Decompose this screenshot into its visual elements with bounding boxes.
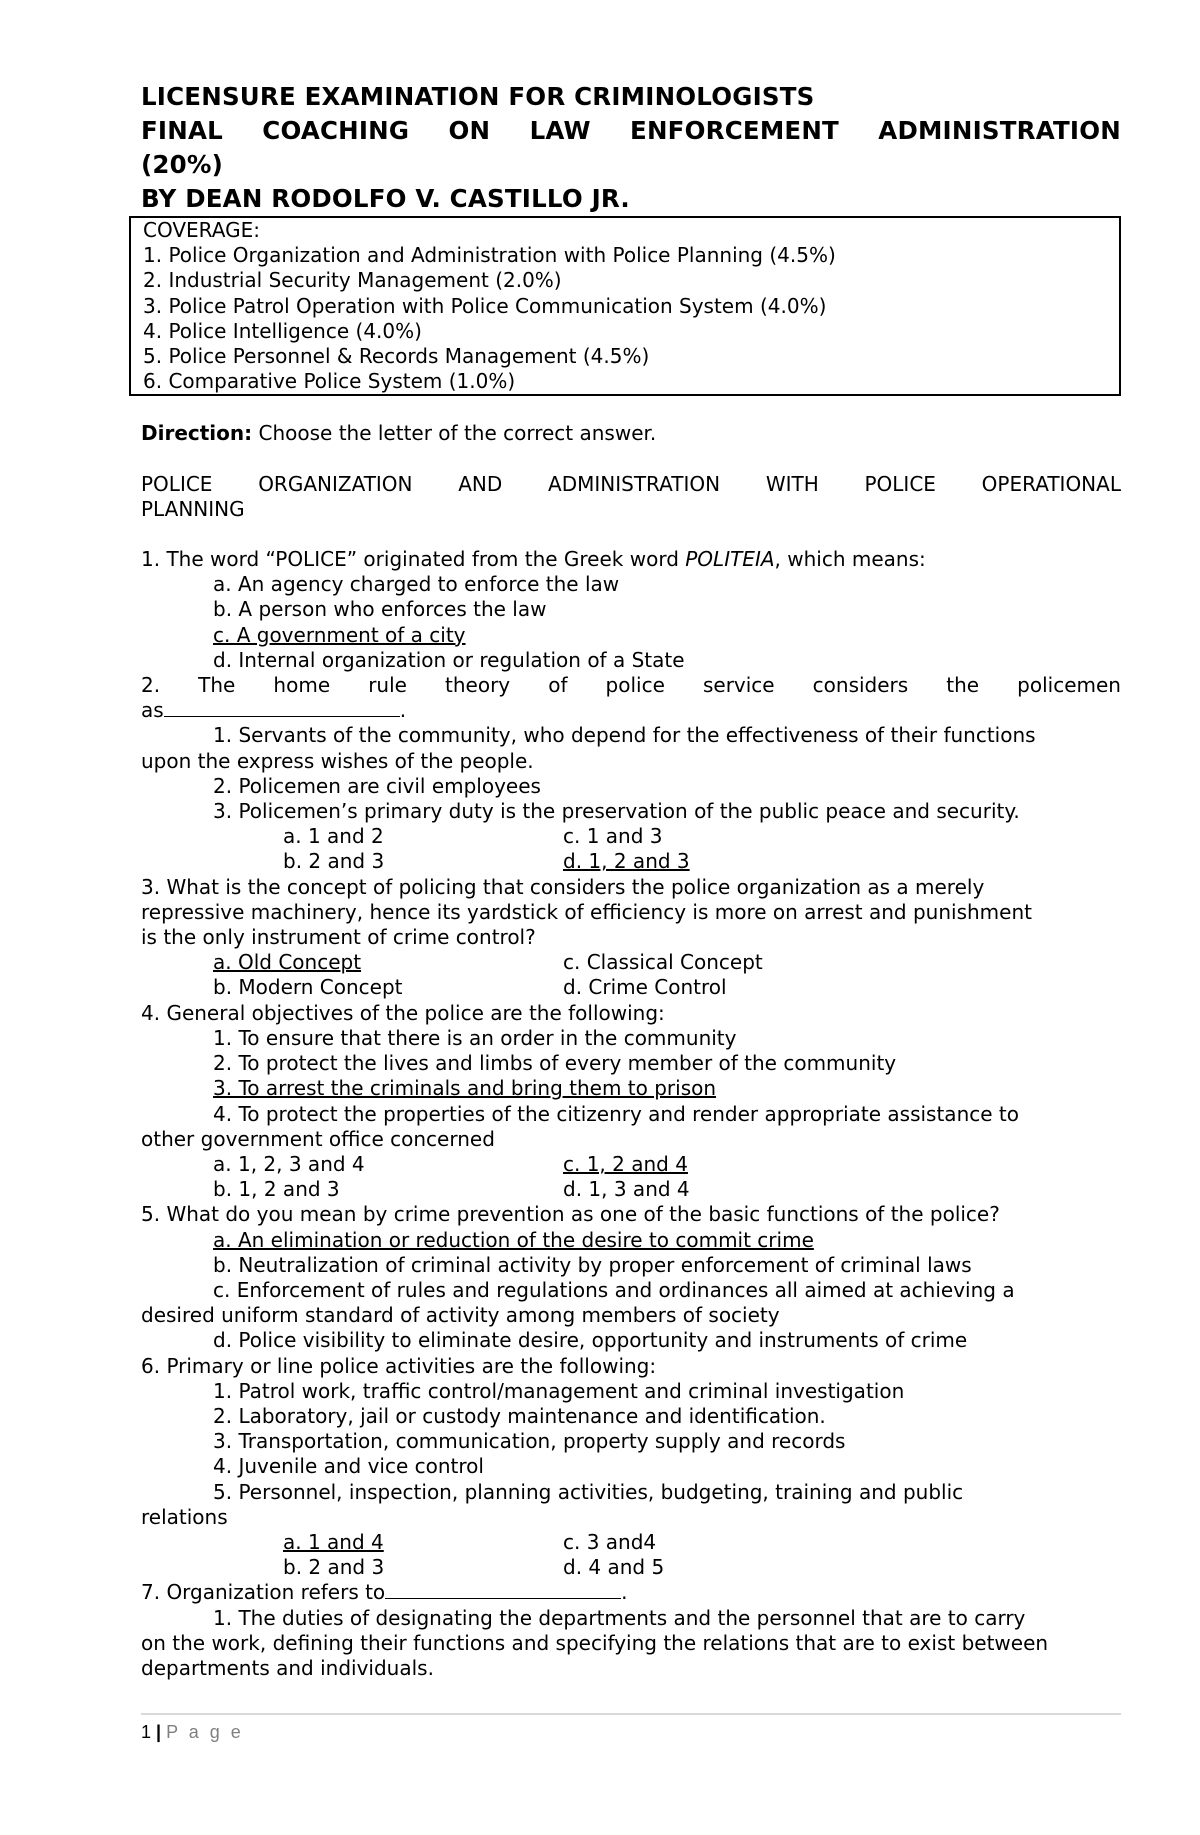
page-label: P a g e [166,1722,244,1742]
q1-option-c-answer: c. A government of a city [213,622,466,647]
question-3-stem-cont: repressive machinery, hence its yardstick of efficiency is more on arrest and punishment [141,899,1032,924]
q6-statement-5: 5. Personnel, inspection, planning activities, budgeting, training and public [213,1479,964,1504]
q4-option-c-answer: c. 1, 2 and 4 [563,1151,688,1176]
q2-statement-1-cont: upon the express wishes of the people. [141,748,534,773]
page-footer: 1 | P a g e [141,1722,244,1742]
coverage-item: 3. Police Patrol Operation with Police Communication System (4.0%) [143,293,827,318]
q4-statement-3: 3. To arrest the criminals and bring them to prison [213,1076,717,1101]
q3-option-d: d. Crime Control [563,975,727,1000]
coverage-item: 5. Police Personnel & Records Management (4.5%) [143,344,650,369]
coverage-item: 1. Police Organization and Administration with Police Planning (4.5%) [143,243,836,268]
q3-option-b: b. Modern Concept [213,975,403,1000]
q4-statement-4: 4. To protect the properties of the citizenry and render appropriate assistance to [213,1101,1019,1126]
q5-option-d: d. Police visibility to eliminate desire, opportunity and instruments of crime [213,1328,968,1353]
q2-option-b: b. 2 and 3 [283,849,385,874]
q2-statement-1: 1. Servants of the community, who depend for the effectiveness of their functions [213,723,1036,748]
q6-option-d: d. 4 and 5 [563,1555,665,1580]
q2-option-a: a. 1 and 2 [283,824,384,849]
answer-blank [164,698,400,717]
q3-option-c: c. Classical Concept [563,950,763,975]
section-heading-line1: POLICE ORGANIZATION AND ADMINISTRATION WITH POLICE OPERATIONAL [141,471,1121,496]
question-6-stem: 6. Primary or line police activities are the following: [141,1353,657,1378]
q2-option-c: c. 1 and 3 [563,824,663,849]
q4-option-d: d. 1, 3 and 4 [563,1177,690,1202]
answer-blank [385,1580,621,1599]
q7-statement-1-cont: on the work, defining their functions and specifying the relations that are to exist between [141,1630,1049,1655]
coverage-item: 2. Industrial Security Management (2.0%) [143,268,562,293]
q4-statement-4-cont: other government office concerned [141,1126,495,1151]
q2-statement-2: 2. Policemen are civil employees [213,773,541,798]
q6-statement-1: 1. Patrol work, traffic control/management and criminal investigation [213,1378,905,1403]
direction: Direction: Choose the letter of the correct answer. [141,421,657,446]
q6-option-b: b. 2 and 3 [283,1555,385,1580]
page-number: 1 [141,1722,152,1742]
coverage-label: COVERAGE: [143,218,260,242]
q6-option-c: c. 3 and4 [563,1529,657,1554]
q5-option-c-cont: desired uniform standard of activity among members of society [141,1303,780,1328]
question-2-stem-end: as . [141,698,407,723]
q2-statement-3: 3. Policemen’s primary duty is the preservation of the public peace and security. [213,799,1020,824]
q7-statement-1-cont: departments and individuals. [141,1655,434,1680]
question-7-stem: 7. Organization refers to . [141,1580,628,1605]
q5-option-b: b. Neutralization of criminal activity by proper enforcement of criminal laws [213,1252,972,1277]
coverage-item: 4. Police Intelligence (4.0%) [143,318,422,343]
q4-statement-2: 2. To protect the lives and limbs of every member of the community [213,1051,897,1076]
q4-option-a: a. 1, 2, 3 and 4 [213,1151,365,1176]
doc-title-line2: FINAL COACHING ON LAW ENFORCEMENT ADMINISTRATION [141,116,1121,145]
q4-option-b: b. 1, 2 and 3 [213,1177,340,1202]
doc-title-line1: LICENSURE EXAMINATION FOR CRIMINOLOGISTS [141,82,815,111]
coverage-item: 6. Comparative Police System (1.0%) [143,369,516,394]
question-3-stem: 3. What is the concept of policing that considers the police organization as a merely [141,874,985,899]
q2-option-d-answer: d. 1, 2 and 3 [563,849,690,874]
q1-option-b: b. A person who enforces the law [213,597,547,622]
section-heading-line2: PLANNING [141,496,245,521]
doc-author: BY DEAN RODOLFO V. CASTILLO JR. [141,184,630,213]
q6-statement-2: 2. Laboratory, jail or custody maintenance and identification. [213,1403,826,1428]
q5-option-a-answer: a. An elimination or reduction of the desire to commit crime [213,1227,814,1252]
q6-statement-5-cont: relations [141,1504,228,1529]
q1-option-d: d. Internal organization or regulation of a State [213,647,685,672]
q3-option-a-answer: a. Old Concept [213,950,362,975]
doc-title-line3: (20%) [141,150,224,179]
question-3-stem-cont: is the only instrument of crime control? [141,925,536,950]
coverage-box [129,216,1121,396]
q1-option-a: a. An agency charged to enforce the law [213,572,620,597]
q6-statement-3: 3. Transportation, communication, property supply and records [213,1429,846,1454]
q5-option-c: c. Enforcement of rules and regulations and ordinances all aimed at achieving a [213,1277,1015,1302]
q7-statement-1: 1. The duties of designating the departments and the personnel that are to carry [213,1605,1026,1630]
question-2-stem: 2. The home rule theory of police service considers the policemen [141,673,1121,698]
q4-statement-1: 1. To ensure that there is an order in the community [213,1025,737,1050]
q6-option-a-answer: a. 1 and 4 [283,1529,384,1554]
question-5-stem: 5. What do you mean by crime prevention as one of the basic functions of the police? [141,1202,1000,1227]
question-1-stem: 1. The word “POLICE” originated from the Greek word POLITEIA, which means: [141,547,926,572]
question-4-stem: 4. General objectives of the police are the following: [141,1000,665,1025]
document-page [141,80,1121,1681]
q6-statement-4: 4. Juvenile and vice control [213,1454,484,1479]
footer-divider [141,1713,1121,1715]
